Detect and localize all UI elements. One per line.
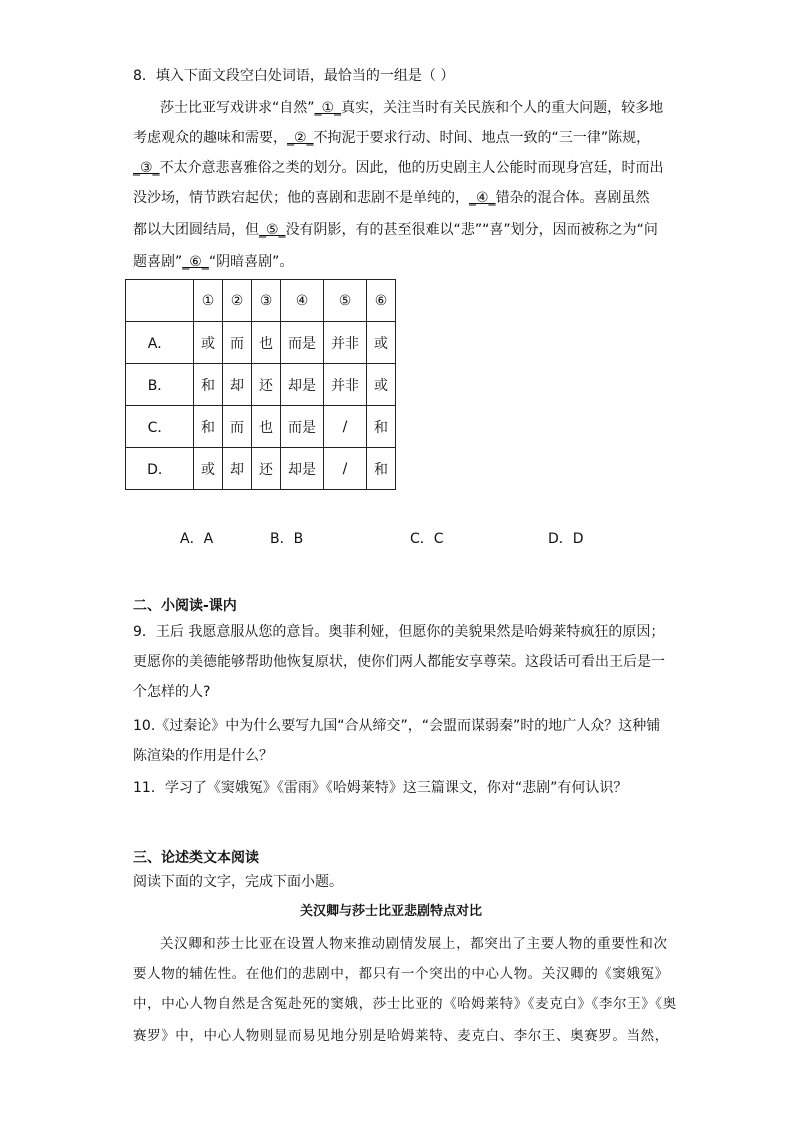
q9-line-1: 9．王后 我愿意服从您的意旨。奥菲利娅，但愿你的美貌果然是哈姆莱特疯狂的原因； bbox=[133, 624, 665, 640]
q8-stem: 8．填入下面文段空白处词语，最恰当的一组是（ ） bbox=[133, 68, 455, 84]
q8-options-table bbox=[125, 279, 396, 490]
q8-passage-line-3 bbox=[133, 158, 664, 178]
q8-blank-3: _③_ bbox=[133, 160, 160, 176]
q8-blank-2: _②_ bbox=[287, 130, 314, 146]
table-cell: 却是 bbox=[281, 448, 324, 490]
table-cell bbox=[126, 280, 194, 322]
q8-text: “阴暗喜剧”。 bbox=[208, 254, 294, 270]
choice-a[interactable]: A．A bbox=[180, 531, 214, 547]
table-cell: 却是 bbox=[281, 364, 324, 406]
choice-d[interactable]: D．D bbox=[548, 531, 584, 547]
q8-text: 不太介意悲喜雅俗之类的划分。因此，他的历史剧主人公能时而现身宫廷，时而出 bbox=[159, 160, 664, 176]
table-cell: ① bbox=[194, 280, 223, 322]
q8-blank-5: _⑤_ bbox=[259, 222, 286, 238]
choice-c[interactable]: C．C bbox=[410, 531, 444, 547]
table-row bbox=[126, 322, 396, 364]
table-cell: 和 bbox=[194, 406, 223, 448]
table-cell: 和 bbox=[194, 364, 223, 406]
table-cell: 也 bbox=[252, 406, 281, 448]
table-header-row bbox=[126, 280, 396, 322]
table-cell: 而是 bbox=[281, 322, 324, 364]
table-cell: ④ bbox=[281, 280, 324, 322]
table-cell: ③ bbox=[252, 280, 281, 322]
table-cell: 而 bbox=[223, 406, 252, 448]
table-cell: / bbox=[324, 406, 367, 448]
table-row bbox=[126, 364, 396, 406]
article-line-3: 中，中心人物自然是含冤赴死的窦娥，莎士比亚的《哈姆莱特》《麦克白》《李尔王》《奥 bbox=[133, 996, 677, 1012]
q8-blank-4: _④_ bbox=[469, 190, 496, 206]
table-row bbox=[126, 406, 396, 448]
q8-text: 莎士比亚写戏讲求“自然” bbox=[160, 100, 315, 116]
table-cell: 和 bbox=[367, 406, 396, 448]
table-cell: 也 bbox=[252, 322, 281, 364]
section-3-instruction: 阅读下面的文字，完成下面小题。 bbox=[133, 874, 343, 890]
q8-passage-line-2 bbox=[133, 128, 650, 148]
table-cell: 或 bbox=[194, 322, 223, 364]
section-3-heading: 三、论述类文本阅读 bbox=[133, 850, 259, 866]
q8-text: 不拘泥于要求行动、时间、地点一致的“三一律”陈规， bbox=[313, 130, 651, 146]
table-cell: C． bbox=[126, 406, 194, 448]
article-title: 关汉卿与莎士比亚悲剧特点对比 bbox=[300, 904, 483, 919]
table-cell: 并非 bbox=[324, 322, 367, 364]
article-line-4: 赛罗》中，中心人物则显而易见地分别是哈姆莱特、麦克白、李尔王、奥赛罗。当然， bbox=[133, 1028, 669, 1044]
q8-text: 都以大团圆结局，但 bbox=[133, 222, 259, 238]
q8-passage-line-6 bbox=[133, 252, 293, 272]
table-cell: 并非 bbox=[324, 364, 367, 406]
q10-line-2: 陈渲染的作用是什么？ bbox=[133, 748, 273, 764]
q8-text: 真实，关注当时有关民族和个人的重大问题，较多地 bbox=[341, 100, 664, 116]
q8-text: 没沙场，情节跌宕起伏；他的喜剧和悲剧不是单纯的， bbox=[133, 190, 469, 206]
q8-passage-line-5 bbox=[133, 220, 658, 240]
table-cell: 和 bbox=[367, 448, 396, 490]
q11-line-1: 11．学习了《窦娥冤》《雷雨》《哈姆莱特》这三篇课文，你对“悲剧”有何认识？ bbox=[133, 780, 628, 796]
table-cell: 或 bbox=[367, 364, 396, 406]
table-row bbox=[126, 448, 396, 490]
table-cell: 却 bbox=[223, 364, 252, 406]
table-cell: 却 bbox=[223, 448, 252, 490]
table-cell: 还 bbox=[252, 364, 281, 406]
article-line-2: 要人物的辅佐性。在他们的悲剧中，都只有一个突出的中心人物。关汉卿的《窦娥冤》 bbox=[133, 966, 669, 982]
table-cell: 或 bbox=[367, 322, 396, 364]
table-cell: / bbox=[324, 448, 367, 490]
q9-line-2: 更愿你的美德能够帮助他恢复原状，使你们两人都能安享尊荣。这段话可看出王后是一 bbox=[133, 654, 665, 670]
choice-b[interactable]: B．B bbox=[270, 531, 304, 547]
q10-line-1: 10.《过秦论》中为什么要写九国“合从缔交”，“会盟而谋弱秦”时的地广人众？这种铺 bbox=[133, 718, 661, 734]
q8-blank-1: _①_ bbox=[314, 100, 342, 116]
q8-text: 没有阴影，有的甚至很难以“悲”“喜”划分，因而被称之为“问 bbox=[285, 222, 658, 238]
q8-text: 题喜剧” bbox=[133, 254, 183, 270]
table-cell: ② bbox=[223, 280, 252, 322]
table-cell: ⑤ bbox=[324, 280, 367, 322]
q8-blank-6: _⑥_ bbox=[182, 254, 209, 270]
table-cell: D． bbox=[126, 448, 194, 490]
article-line-1: 关汉卿和莎士比亚在设置人物来推动剧情发展上，都突出了主要人物的重要性和次 bbox=[160, 936, 668, 952]
q8-passage-line-1 bbox=[160, 98, 663, 118]
table-cell: A． bbox=[126, 322, 194, 364]
table-cell: 或 bbox=[194, 448, 223, 490]
table-cell: 而是 bbox=[281, 406, 324, 448]
table-cell: B． bbox=[126, 364, 194, 406]
section-2-heading: 二、小阅读-课内 bbox=[133, 598, 237, 614]
table-cell: 还 bbox=[252, 448, 281, 490]
q9-line-3: 个怎样的人? bbox=[133, 684, 211, 700]
table-cell: 而 bbox=[223, 322, 252, 364]
q8-passage-line-4 bbox=[133, 188, 650, 208]
q8-text: 考虑观众的趣味和需要， bbox=[133, 130, 287, 146]
table-cell: ⑥ bbox=[367, 280, 396, 322]
q8-text: 错杂的混合体。喜剧虽然 bbox=[495, 190, 650, 206]
